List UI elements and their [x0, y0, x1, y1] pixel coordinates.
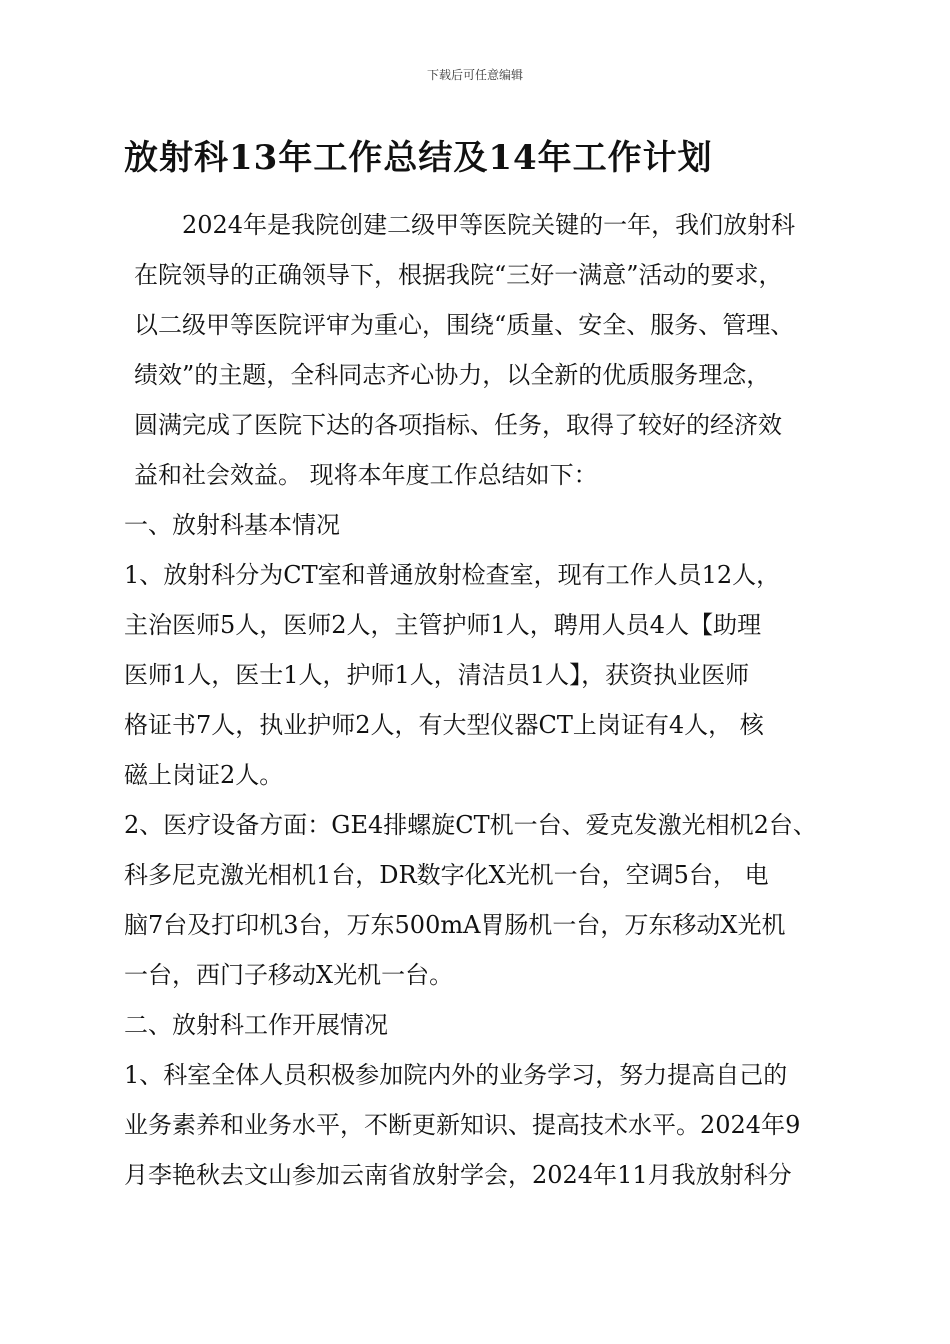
body-line: 1、科室全体人员积极参加院内外的业务学习，努力提高自己的 [124, 1061, 788, 1089]
body-line: 以二级甲等医院评审为重心，围绕“质量、安全、服务、管理、 [134, 311, 795, 339]
body-line: 科多尼克激光相机1台，DR数字化X光机一台，空调5台， 电 [124, 861, 769, 889]
body-line: 在院领导的正确领导下，根据我院“三好一满意”活动的要求， [134, 261, 783, 289]
body-line: 一台，西门子移动X光机一台。 [124, 961, 454, 989]
body-line: 圆满完成了医院下达的各项指标、任务，取得了较好的经济效 [134, 411, 782, 439]
body-line: 益和社会效益。 现将本年度工作总结如下： [134, 461, 598, 489]
body-line: 1、放射科分为CT室和普通放射检查室，现有工作人员12人， [124, 561, 781, 589]
body-line: 业务素养和业务水平，不断更新知识、提高技术水平。2024年9 [124, 1111, 801, 1139]
body-line: 2024年是我院创建二级甲等医院关键的一年，我们放射科 [182, 211, 796, 239]
body-line: 主治医师5人，医师2人，主管护师1人，聘用人员4人【助理 [124, 611, 762, 639]
body-line: 月李艳秋去文山参加云南省放射学会，2024年11月我放射科分 [124, 1161, 792, 1189]
body-line: 脑7台及打印机3台，万东500mA胃肠机一台，万东移动X光机 [124, 911, 786, 939]
section-heading: 二、放射科工作开展情况 [124, 1011, 388, 1039]
body-line: 磁上岗证2人。 [124, 761, 284, 789]
document-title: 放射科13年工作总结及14年工作计划 [124, 138, 713, 178]
section-heading: 一、放射科基本情况 [124, 511, 340, 539]
body-line: 2、医疗设备方面：GE4排螺旋CT机一台、爱克发激光相机2台、 [124, 811, 817, 839]
body-line: 格证书7人，执业护师2人，有大型仪器CT上岗证有4人， 核 [124, 711, 764, 739]
page-header-note: 下载后可任意编辑 [426, 68, 523, 82]
body-line: 绩效”的主题，全科同志齐心协力，以全新的优质服务理念， [134, 361, 771, 389]
body-line: 医师1人，医士1人，护师1人，清洁员1人】，获资执业医师 [124, 661, 750, 689]
